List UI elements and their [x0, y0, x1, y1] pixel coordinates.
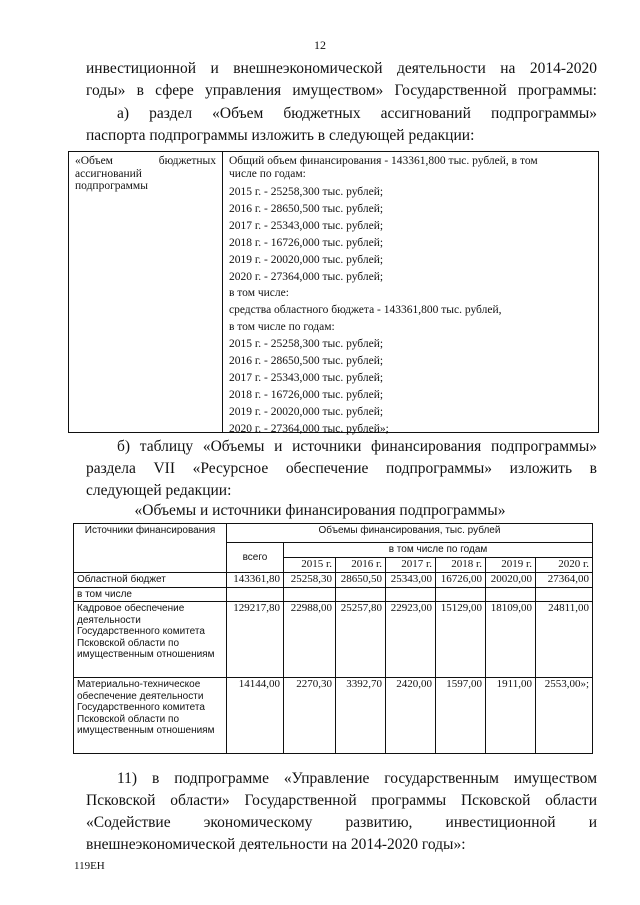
header-sources: Источники финансирования [74, 524, 227, 573]
cell-value: 2553,00»; [536, 678, 593, 754]
total-line-1: Общий объем финансирования - 143361,800 тыс. рублей, в том [229, 155, 538, 167]
cell-value: 27364,00 [536, 572, 593, 587]
cell-value: 25343,00 [386, 572, 436, 587]
total-line-2: числе по годам: [229, 167, 306, 180]
passport-label-2: ассигнований [75, 167, 142, 180]
including-line: в том числе: [229, 287, 289, 300]
para-11-line-1: 11) в подпрограмме «Управление государственным имуществом [117, 770, 597, 787]
row-label: Областной бюджет [74, 572, 227, 587]
row-label: Кадровое обеспечение деятельности Государственного комитета Псковской области по имущественным отношениям [74, 602, 227, 678]
table-row [74, 572, 593, 587]
fin-table-title: «Объемы и источники финансирования подпрограммы» [134, 502, 506, 519]
cell-value [536, 587, 593, 602]
cell-total: 129217,80 [227, 602, 284, 678]
row-label: Материально-техническое обеспечение деятельности Государственного комитета Псковской области по имущественным отношениям [74, 678, 227, 754]
para-b-line-3: следующей редакции: [86, 482, 232, 499]
header-year: 2020 г. [536, 557, 593, 572]
header-year: 2015 г. [284, 557, 336, 572]
cell-value: 16726,00 [436, 572, 486, 587]
cell-value: 15129,00 [436, 602, 486, 678]
cell-total [227, 587, 284, 602]
regional-year-line: 2020 г. - 27364,000 тыс. рублей»; [229, 422, 389, 435]
para-b-line-2: раздела VII «Ресурсное обеспечение подпрограммы» изложить в [86, 460, 597, 477]
cell-value: 1597,00 [436, 678, 486, 754]
cell-value: 2270,30 [284, 678, 336, 754]
total-year-line: 2015 г. - 25258,300 тыс. рублей; [229, 186, 384, 198]
table-row [74, 678, 593, 754]
header-year: 2019 г. [486, 557, 536, 572]
cell-value [386, 587, 436, 602]
passport-label-3: подпрограммы [75, 180, 148, 192]
total-year-line: 2016 г. - 28650,500 тыс. рублей; [229, 202, 384, 215]
intro-line-4: паспорта подпрограммы изложить в следующей редакции: [86, 127, 475, 144]
cell-value: 22988,00 [284, 602, 336, 678]
cell-value: 28650,50 [336, 572, 386, 587]
cell-value [284, 587, 336, 602]
header-year: 2017 г. [386, 557, 436, 572]
total-year-line: 2019 г. - 20020,000 тыс. рублей; [229, 253, 384, 266]
cell-value: 18109,00 [486, 602, 536, 678]
cell-total: 143361,80 [227, 572, 284, 587]
header-volumes: Объемы финансирования, тыс. рублей [227, 524, 593, 543]
regional-year-line: 2018 г. - 16726,000 тыс. рублей; [229, 388, 384, 401]
page-number: 12 [314, 38, 326, 52]
header-year: 2016 г. [336, 557, 386, 572]
cell-value: 25257,80 [336, 602, 386, 678]
cell-value [486, 587, 536, 602]
intro-line-1: инвестиционной и внешнеэкономической деятельности на 2014-2020 [86, 60, 597, 77]
intro-line-2: годы» в сфере управления имуществом» Государственной программы: [86, 82, 597, 99]
regional-year-line: 2019 г. - 20020,000 тыс. рублей; [229, 405, 384, 418]
financing-table [73, 523, 593, 754]
cell-value: 3392,70 [336, 678, 386, 754]
header-year: 2018 г. [436, 557, 486, 572]
table-row [74, 602, 593, 678]
header-including: в том числе по годам [284, 543, 593, 558]
cell-value: 1911,00 [486, 678, 536, 754]
passport-label-first: «Объем бюджетных [75, 155, 216, 167]
passport-label-cell [69, 152, 223, 432]
cell-value: 22923,00 [386, 602, 436, 678]
regional-line-2: в том числе по годам: [229, 321, 335, 334]
para-b-line-1: б) таблицу «Объемы и источники финансирования подпрограммы» [117, 438, 597, 455]
para-11-line-3: «Содействие экономическому развитию, инвестиционной и [86, 814, 597, 831]
cell-value: 2420,00 [386, 678, 436, 754]
cell-value: 25258,30 [284, 572, 336, 587]
cell-value [336, 587, 386, 602]
table-row [74, 587, 593, 602]
regional-year-line: 2016 г. - 28650,500 тыс. рублей; [229, 355, 384, 368]
document-code: 119ЕН [74, 860, 105, 872]
passport-value-cell [223, 152, 598, 441]
budget-passport-table [68, 151, 599, 433]
row-label: в том числе [74, 587, 227, 602]
cell-value [436, 587, 486, 602]
para-11-line-2: Псковской области» Государственной программы Псковской области [86, 792, 597, 809]
cell-value: 20020,00 [486, 572, 536, 587]
cell-total: 14144,00 [227, 678, 284, 754]
total-year-line: 2018 г. - 16726,000 тыс. рублей; [229, 236, 384, 249]
regional-year-line: 2017 г. - 25343,000 тыс. рублей; [229, 371, 384, 384]
total-year-line: 2017 г. - 25343,000 тыс. рублей; [229, 219, 384, 232]
regional-year-line: 2015 г. - 25258,300 тыс. рублей; [229, 338, 384, 351]
intro-line-3: а) раздел «Объем бюджетных ассигнований подпрограммы» [117, 105, 597, 122]
regional-line-1: средства областного бюджета - 143361,800 тыс. рублей, [229, 304, 502, 317]
total-year-line: 2020 г. - 27364,000 тыс. рублей; [229, 270, 384, 283]
para-11-line-4: внешнеэкономической деятельности на 2014-2020 годы»: [86, 836, 466, 853]
header-total: всего [227, 543, 284, 573]
cell-value: 24811,00 [536, 602, 593, 678]
